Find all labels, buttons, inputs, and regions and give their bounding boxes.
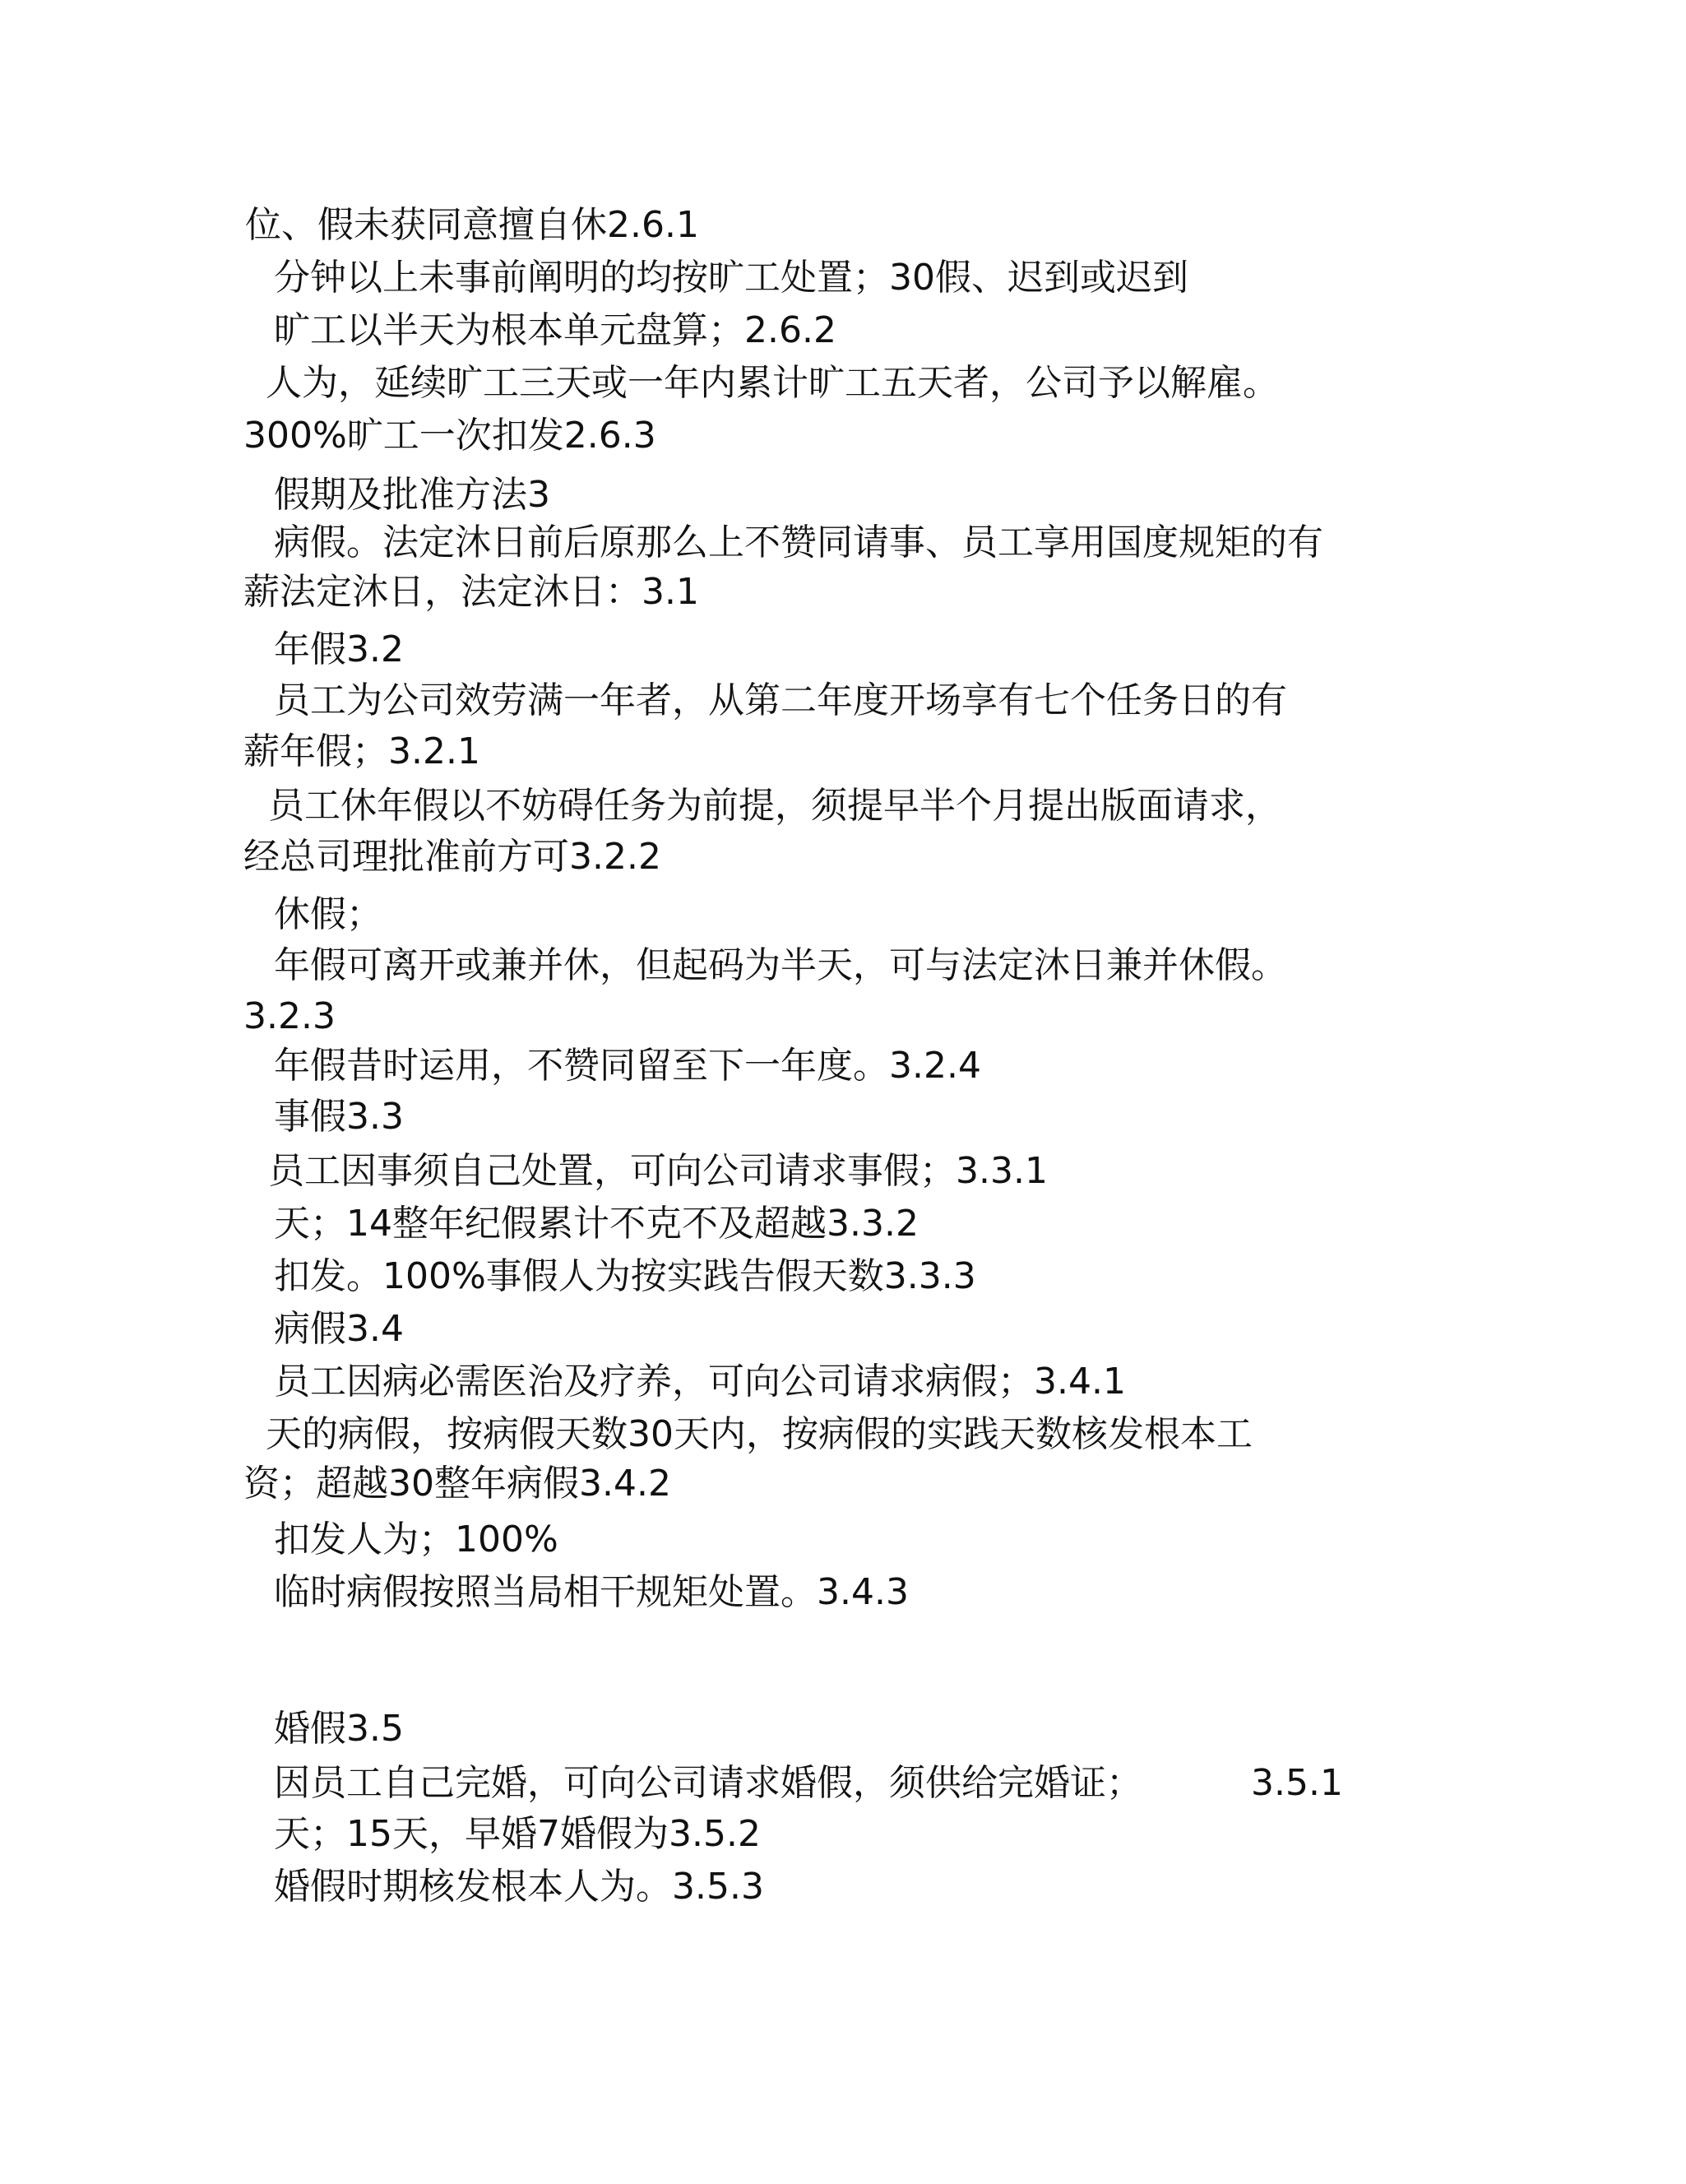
text-line: 人为，延续旷工三天或一年内累计旷工五天者，公司予以解雇。 bbox=[266, 362, 1279, 404]
text-line: 假期及批准方法3 bbox=[274, 474, 550, 516]
text-line: 休假； bbox=[274, 893, 382, 935]
text-line: 年假3.2 bbox=[274, 628, 404, 670]
text-line: 天；14整年纪假累计不克不及超越3.3.2 bbox=[274, 1203, 919, 1245]
text-line: 天；15天，早婚7婚假为3.5.2 bbox=[274, 1813, 761, 1855]
text-line: 临时病假按照当局相干规矩处置。3.4.3 bbox=[274, 1571, 909, 1613]
text-line: 300%旷工一次扣发2.6.3 bbox=[243, 415, 656, 457]
text-line: 资；超越30整年病假3.4.2 bbox=[243, 1463, 671, 1505]
text-line: 位、假未获同意擅自休2.6.1 bbox=[245, 204, 699, 246]
text-line: 病假。法定沐日前后原那么上不赞同请事、员工享用国度规矩的有 bbox=[274, 522, 1323, 563]
text-line: 婚假时期核发根本人为。3.5.3 bbox=[274, 1866, 764, 1908]
text-line: 薪年假；3.2.1 bbox=[243, 730, 480, 772]
text-line: 扣发人为；100% bbox=[274, 1519, 558, 1560]
text-line: 婚假3.5 bbox=[274, 1708, 404, 1750]
text-line: 3.5.1 bbox=[1251, 1762, 1343, 1804]
text-line: 年假昔时运用，不赞同留至下一年度。3.2.4 bbox=[274, 1045, 981, 1087]
text-line: 员工为公司效劳满一年者，从第二年度开场享有七个任务日的有 bbox=[274, 679, 1287, 721]
text-line: 分钟以上未事前阐明的均按旷工处置；30假、迟到或迟到 bbox=[274, 257, 1188, 299]
text-line: 事假3.3 bbox=[274, 1096, 404, 1138]
text-line: 经总司理批准前方可3.2.2 bbox=[243, 836, 661, 878]
text-line: 扣发。100%事假人为按实践告假天数3.3.3 bbox=[274, 1255, 976, 1297]
text-line: 天的病假，按病假天数30天内，按病假的实践天数核发根本工 bbox=[266, 1413, 1253, 1455]
text-line: 病假3.4 bbox=[274, 1308, 404, 1350]
text-line: 薪法定沐日，法定沐日：3.1 bbox=[243, 571, 699, 613]
text-line: 3.2.3 bbox=[243, 995, 336, 1037]
text-line: 员工因事须自己处置，可向公司请求事假；3.3.1 bbox=[268, 1150, 1048, 1192]
text-line: 旷工以半天为根本单元盘算；2.6.2 bbox=[274, 309, 836, 351]
text-line: 因员工自己完婚，可向公司请求婚假，须供给完婚证； bbox=[274, 1762, 1142, 1804]
text-line: 员工因病必需医治及疗养，可向公司请求病假；3.4.1 bbox=[274, 1361, 1126, 1403]
text-line: 年假可离开或兼并休，但起码为半天，可与法定沐日兼并休假。 bbox=[274, 944, 1287, 986]
text-line: 员工休年假以不妨碍任务为前提，须提早半个月提出版面请求， bbox=[268, 785, 1281, 827]
